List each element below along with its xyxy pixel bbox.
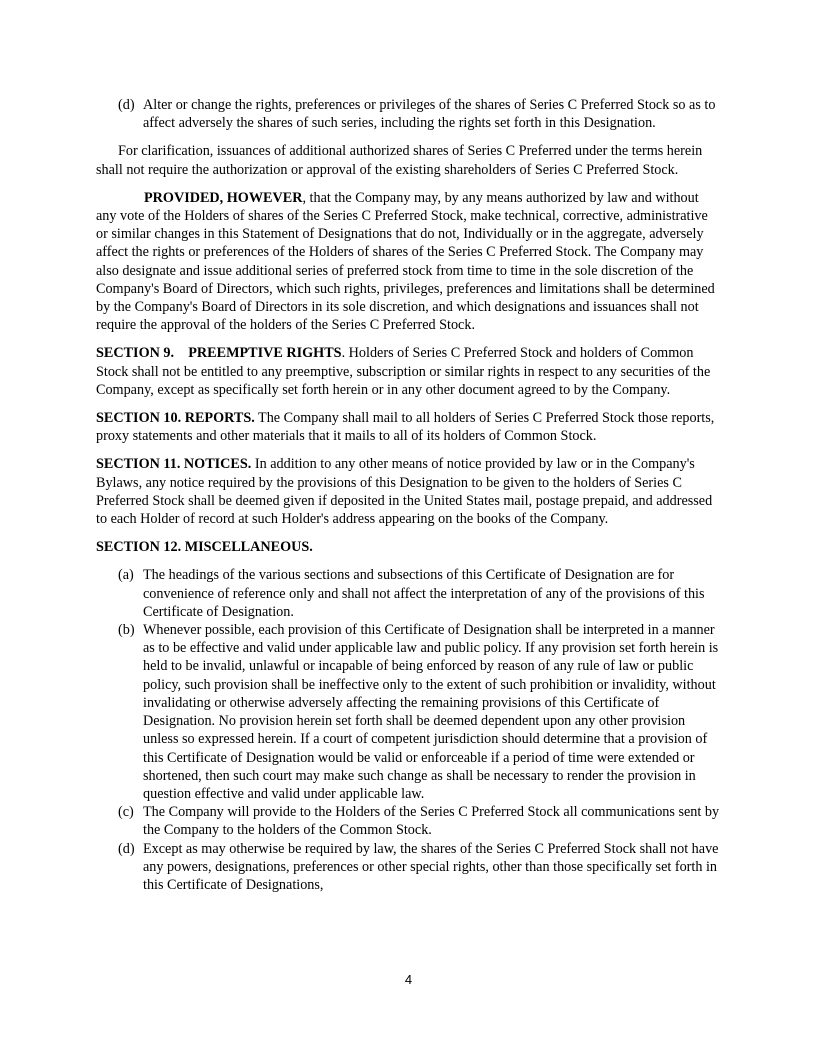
misc-item-a [96,566,720,621]
section-9-text: . Holders of Series C Preferred Stock and holders of Common Stock shall not be entitled to any preemptive, subscription or similar rights in respect to any securities of the Company, except as specifically set forth herein or in any other document agreed to by the Company. [96,345,711,398]
misc-item-d [96,840,720,895]
section-11-text: In addition to any other means of notice provided by law or in the Company's Bylaws, any notice required by the provisions of this Designation to be given to the holders of Series C Preferred Stock shall be deemed given if deposited in the United States mail, postage prepaid, and addressed to each Holder of record at such Holder's address appearing on the books of the Company. [96,456,713,528]
misc-item-text: The headings of the various sections and subsections of this Certificate of Designation are for convenience of reference only and shall not affect the interpretation of any of the provisions of this Certificate of Designation. [143,567,705,620]
section-12-heading-text: SECTION 12. MISCELLANEOUS. [96,539,313,556]
misc-list [96,566,720,894]
section-10-heading: SECTION 10. REPORTS. [96,410,255,427]
misc-item-text: Whenever possible, each provision of this Certificate of Designation shall be interpreted in a manner as to be effective and valid under applicable law and public policy. If any provision set forth herein is held to be invalid, unlawful or incapable of being enforced by reason of any rule of law or public policy, such provision shall be ineffective only to the extent of such prohibition or invalidity, without invalidating or otherwise adversely affecting the remaining provisions of this Certificate of Designation. No provision herein set forth shall be deemed dependent upon any other provision unless so expressed herein. If a court of competent jurisdiction should determine that a provision of this Certificate of Designation would be valid or enforceable if a period of time were extended or shortened, then such court may make such change as shall be necessary to render the provision in question effective and valid under applicable law. [143,622,719,802]
page-number: 4 [404,972,413,987]
clause-text: Alter or change the rights, preferences or privileges of the shares of Series C Preferred Stock so as to affect adversely the shares of such series, including the rights set forth in this Designation. [143,97,716,132]
section-10-text: The Company shall mail to all holders of Series C Preferred Stock those reports, proxy statements and other materials that it mails to all of its holders of Common Stock. [96,410,715,445]
misc-item-marker: (c) [118,804,134,821]
section-12-heading [96,538,720,556]
clause-d-top [96,96,720,132]
proviso-text: , that the Company may, by any means authorized by law and without any vote of the Holders of shares of the Series C Preferred Stock, make technical, corrective, administrative or similar changes in this Statement of Designations that do not, Individually or in the aggregate, adversely affect the rights or preferences of the Holders of shares of the Series C Preferred Stock. The Company may also designate and issue additional series of preferred stock from time to time in the sole discretion of the Company's Board of Directors, which such rights, privileges, preferences and limitations shall be determined by the Company's Board of Directors in its sole discretion, and which designations and issuances shall not require the approval of the holders of the Series C Preferred Stock. [96,189,715,334]
proviso-lead: PROVIDED, HOWEVER [144,189,303,206]
clarification-paragraph: For clarification, issuances of additional authorized shares of Series C Preferred under the terms herein shall not require the authorization or approval of the existing shareholders of Series C Preferred Stock. [96,143,703,178]
section-11-heading: SECTION 11. NOTICES. [96,456,252,473]
misc-item-text: Except as may otherwise be required by law, the shares of the Series C Preferred Stock shall not have any powers, designations, preferences or other special rights, other than those specifically set forth in this Certificate of Designations, [143,840,719,893]
misc-item-marker: (d) [118,840,135,857]
document-page [96,96,720,894]
section-9-paragraph [96,344,720,399]
section-10-paragraph [96,409,720,445]
clause-marker: (d) [118,97,135,113]
section-9-heading: SECTION 9. PREEMPTIVE RIGHTS [96,345,342,362]
misc-item-text: The Company will provide to the Holders of the Series C Preferred Stock all communications sent by the Company to the holders of the Common Stock. [143,804,720,839]
misc-item-marker: (a) [118,567,134,584]
misc-item-c [96,803,720,839]
proviso-paragraph [96,189,720,335]
misc-item-marker: (b) [118,622,135,639]
misc-item-b [96,621,720,803]
section-11-paragraph [96,455,720,528]
